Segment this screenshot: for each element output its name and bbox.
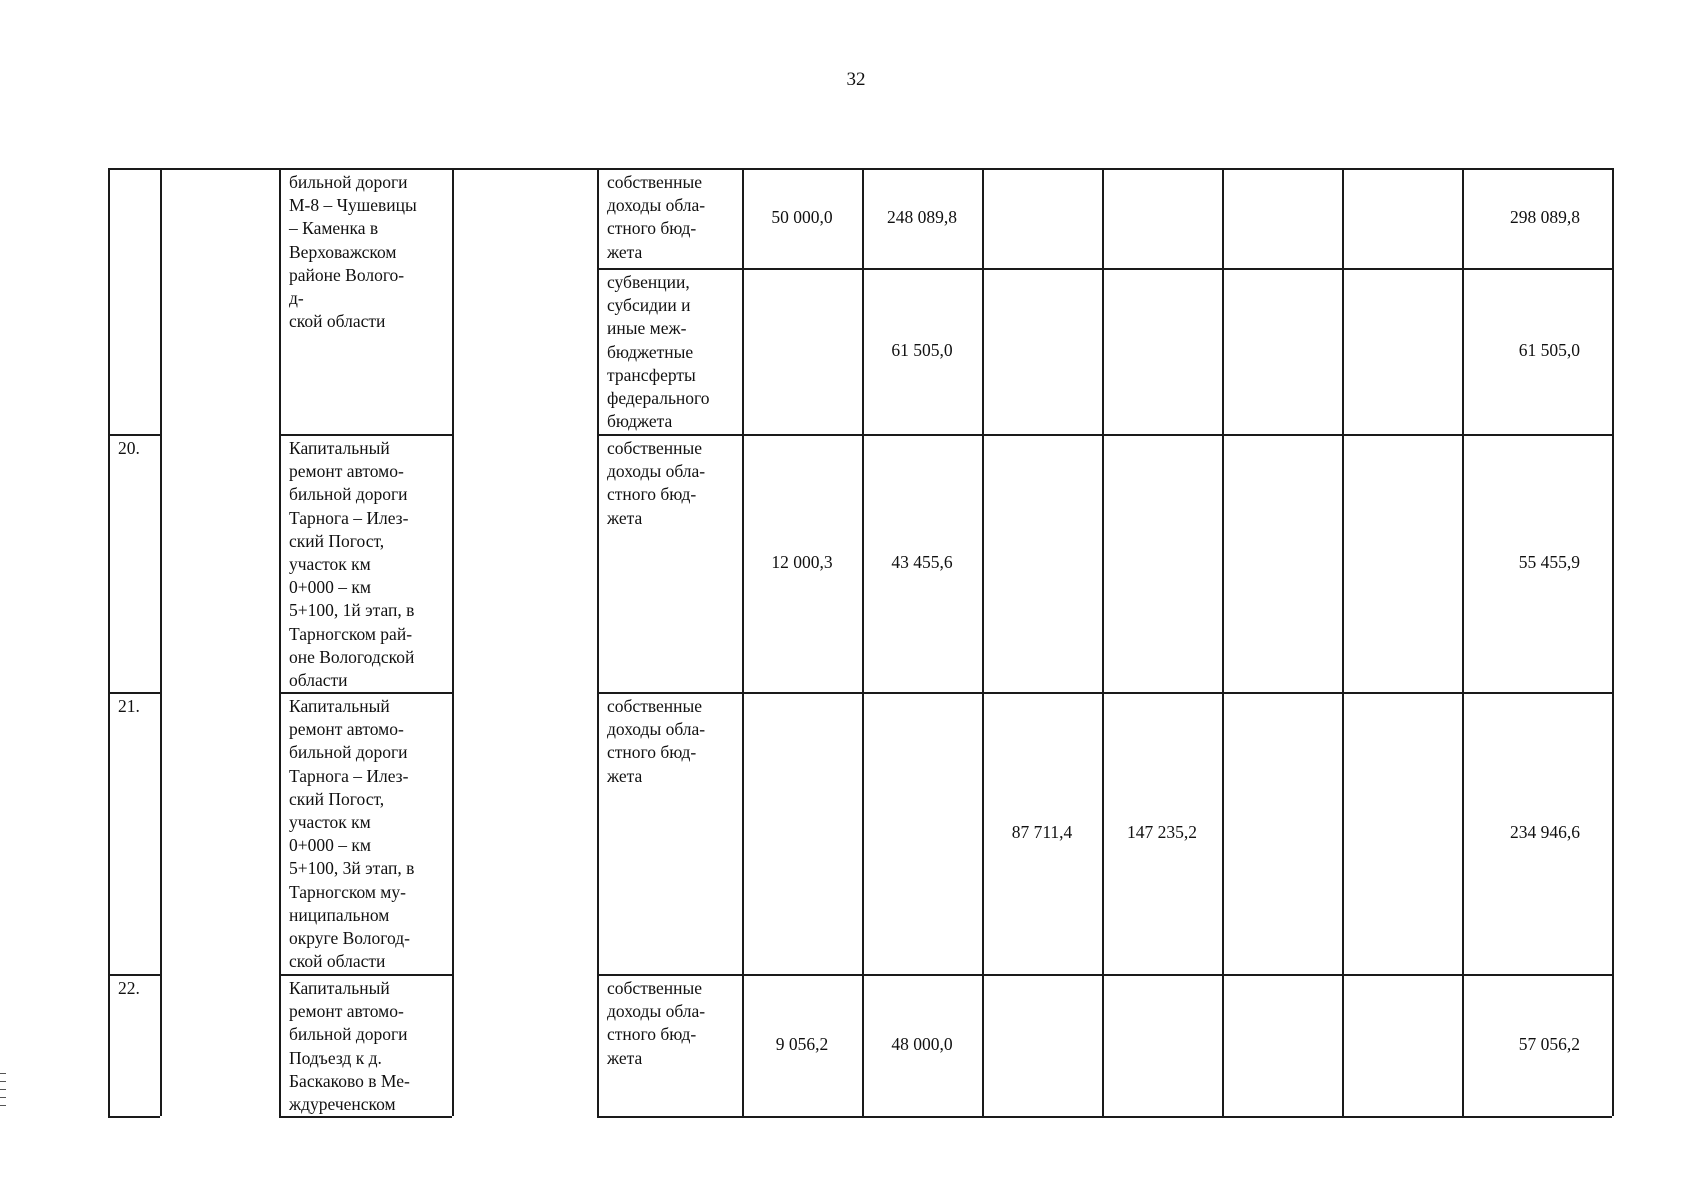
row-index: 20. [118, 438, 140, 458]
object-description: Капитальный ремонт автомо- бильной дороги Тарнога – Илез- ский Погост, участок км 0+000 – км 5+100, 1й этап, в Тарногском рай- оне Вологодской области [289, 438, 415, 691]
amount-cell: 48 000,0 [891, 1034, 953, 1055]
amount-cell [1102, 168, 1222, 268]
row-index [108, 168, 160, 434]
amount-cell [742, 692, 862, 974]
amount-cell [982, 434, 1102, 692]
table-rule [1462, 168, 1464, 1116]
amount-cell: 43 455,6 [891, 552, 953, 573]
table-rule [597, 1116, 1612, 1118]
funding-source: собственные доходы обла- стного бюд- жета [607, 978, 706, 1068]
total-cell: 298 089,8 [1510, 207, 1580, 228]
amount-cell: 87 711,4 [1011, 822, 1073, 843]
scan-mark [0, 1073, 6, 1074]
funding-source: собственные доходы обла- стного бюд- жета [607, 696, 706, 786]
total-cell: 234 946,6 [1510, 822, 1580, 843]
amount-cell [1342, 268, 1462, 434]
object-description: Капитальный ремонт автомо- бильной дороги Подъезд к д. Баскаково в Ме- ждуреченском [289, 978, 410, 1115]
page-number: 32 [846, 69, 866, 90]
total-cell: 55 455,9 [1518, 552, 1580, 573]
funding-source: субвенции, субсидии и иные меж- бюджетные трансферты федерального бюджета [607, 272, 710, 432]
table-rule [279, 168, 281, 1116]
funding-source: собственные доходы обла- стного бюд- жета [607, 172, 706, 262]
table-rule [108, 168, 1612, 170]
amount-cell [1222, 168, 1342, 268]
table-rule [982, 168, 984, 1116]
scan-mark [0, 1081, 6, 1082]
amount-cell [1102, 974, 1222, 1116]
amount-cell [742, 268, 862, 434]
table-rule [742, 168, 744, 1116]
amount-cell [982, 268, 1102, 434]
amount-cell [1342, 974, 1462, 1116]
scan-mark [0, 1089, 6, 1090]
amount-cell [1222, 974, 1342, 1116]
total-cell: 61 505,0 [1518, 340, 1580, 361]
amount-cell [1222, 268, 1342, 434]
amount-cell [982, 974, 1102, 1116]
amount-cell: 12 000,3 [771, 552, 833, 573]
amount-cell: 61 505,0 [891, 340, 953, 361]
table-rule [1612, 168, 1614, 1116]
table-rule [862, 168, 864, 1116]
table-rule [1342, 168, 1344, 1116]
amount-cell: 248 089,8 [887, 207, 957, 228]
amount-cell [1342, 434, 1462, 692]
table-rule [108, 1116, 160, 1118]
row-index: 21. [118, 696, 140, 716]
funding-source: собственные доходы обла- стного бюд- жета [607, 438, 706, 528]
object-description: бильной дороги М-8 – Чушевицы – Каменка в Верховажском районе Волого- д- ской области [289, 172, 417, 332]
amount-cell [1222, 434, 1342, 692]
amount-cell [1102, 434, 1222, 692]
table-rule [108, 168, 110, 1116]
budget-table [108, 168, 1614, 1117]
amount-cell [862, 692, 982, 974]
total-cell: 57 056,2 [1518, 1034, 1580, 1055]
table-rule [597, 168, 599, 1116]
table-rule [160, 168, 162, 1116]
amount-cell [1342, 168, 1462, 268]
scan-mark [0, 1097, 6, 1098]
object-description: Капитальный ремонт автомо- бильной дороги Тарнога – Илез- ский Погост, участок км 0+000 – км 5+100, 3й этап, в Тарногском му- ниципальном округе Вологод- ской области [289, 696, 415, 972]
row-index: 22. [118, 978, 140, 998]
amount-cell: 9 056,2 [775, 1034, 829, 1055]
table-rule [279, 1116, 452, 1118]
amount-cell [1342, 692, 1462, 974]
scan-mark [0, 1105, 6, 1106]
table-rule [452, 168, 454, 1116]
amount-cell [982, 168, 1102, 268]
amount-cell [1222, 692, 1342, 974]
amount-cell [1102, 268, 1222, 434]
table-rule [1222, 168, 1224, 1116]
amount-cell: 147 235,2 [1127, 822, 1197, 843]
table-rule [1102, 168, 1104, 1116]
amount-cell: 50 000,0 [771, 207, 833, 228]
